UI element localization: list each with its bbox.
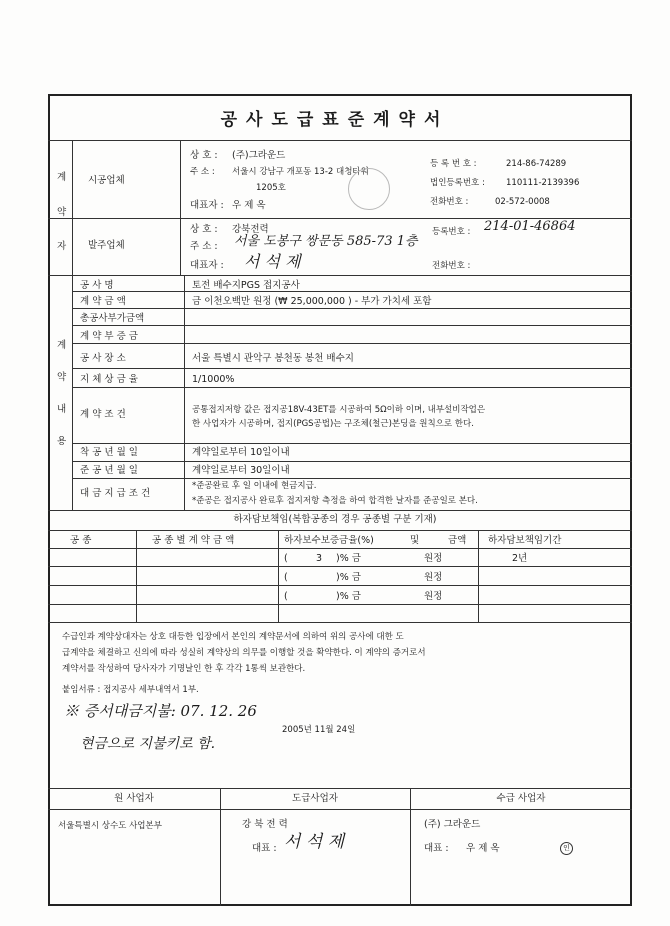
defect-col-money: 금액 [448,535,467,546]
handwritten-payment-date: ※ 증서대금지불: 07. 12. 26 [64,702,257,720]
row-value-conditions: 공통접지저항 값은 접지공18V-43ET를 시공하여 5Ω이하 이며, 내부설비작업은 [192,405,486,415]
sig-original-value: 서울특별시 상수도 사업본부 [58,821,162,831]
defect-line1-close: )% 금 [336,553,361,564]
row-label-payment: 대 금 지 급 조 건 [80,488,151,499]
defect-line1-rate: 3 [316,553,323,564]
client-rep-label: 대표자 : [190,260,224,271]
client-address: 서울 도봉구 쌍문동 585-73 1층 [234,234,418,249]
contractor-phone-label: 전화번호 : [430,197,469,207]
attachment-note: 붙임서류 : 접지공사 세부내역서 1부. [62,685,199,695]
contract-date: 2005년 11월 24일 [282,725,356,735]
defect-line1-unit: 원정 [424,553,443,564]
client-address-label: 주 소 : [190,241,218,252]
row-label-penalty: 지 체 상 금 율 [80,374,138,385]
row-label-amount: 계 약 금 액 [80,296,126,307]
client-rep: 서 석 제 [244,252,301,271]
sig-subcontractor-name: (주) 그라운드 [424,819,481,830]
defect-section-header: 하자담보책임(복합공종의 경우 공종별 구분 기재) [233,514,437,525]
sig-col-contractor-header: 도급사업자 [292,793,338,804]
company-seal-stamp [348,168,390,210]
statement-line-2: 급계약을 체결하고 신의에 따라 성실히 계약상의 의무를 이행할 것을 확약한다. 이 계약의 증거로서 [62,648,426,658]
contractor-rep: 우 제 옥 [232,200,266,211]
contractor-reg-label: 등 록 번 호 : [430,159,477,169]
document-title: 공사도급표준계약서 [220,110,450,130]
contractor-address-label: 주 소 : [190,167,215,177]
row-value-payment-2: *준공은 접지공사 완료후 접지저항 측정을 하여 합격한 날자를 준공일로 본다. [192,496,478,506]
contractor-address: 서울시 강남구 개포동 13-2 대청타워 [232,167,369,177]
statement-line-3: 계약서를 작성하여 당사자가 기명날인 한 후 각각 1통씩 보관한다. [62,664,306,674]
party-side-char-1: 계 [57,172,67,183]
sig-contractor-name: 강 북 전 력 [242,819,288,830]
contractor-reg: 214-86-74289 [506,159,567,169]
row-label-deposit: 계 약 부 증 금 [80,331,138,342]
sig-contractor-signature: 서 석 제 [284,832,345,852]
contractor-rep-label: 대표자 : [190,200,224,211]
contractor-name-label: 상 호 : [190,150,218,161]
row-label-end: 준 공 년 월 일 [80,465,138,476]
row-value-conditions-2: 한 사업자가 시공하며, 접지(PGS공법)는 구조체(철근)본딩을 원칙으로 한다. [192,419,474,429]
defect-col-period: 하자담보책임기간 [488,535,562,546]
client-reg: 214-01-46864 [484,219,576,234]
details-side-char-2: 약 [57,372,67,383]
defect-line3-close: )% 금 [336,591,361,602]
row-label-location: 공 사 장 소 [80,353,126,364]
sig-subcontractor-rep: 우 제 옥 [466,843,500,854]
row-value-payment: *준공완료 후 일 이내에 현금지급. [192,481,317,491]
contractor-name: (주)그라운드 [232,150,286,161]
defect-col-rate: 하자보수보증금율(%) [284,535,374,546]
details-side-char-4: 용 [57,436,67,447]
client-reg-label: 등록번호 : [432,227,471,237]
row-label-work-name: 공 사 명 [80,280,114,291]
defect-col-work: 공 종 [70,535,92,546]
defect-line1-open: ( [284,553,288,564]
defect-line3-unit: 원정 [424,591,443,602]
row-label-total: 총공사부가금액 [80,313,145,324]
party-side-char-3: 자 [57,241,67,252]
row-value-start: 계약일로부터 10일이내 [192,447,290,458]
row-value-end: 계약일로부터 30일이내 [192,465,290,476]
contractor-address-2: 1205호 [256,183,286,193]
sig-col-original-header: 원 사업자 [114,793,154,804]
defect-line2-close: )% 금 [336,572,361,583]
party-side-char-2: 약 [57,207,67,218]
row-value-amount: 금 이천오백만 원정 (₩ 25,000,000 ) - 부가 가치세 포함 [192,296,432,307]
sig-col-subcontractor-header: 수급 사업자 [496,793,546,804]
client-name-label: 상 호 : [190,224,218,235]
statement-line-1: 수급인과 계약상대자는 상호 대등한 입장에서 본인의 계약문서에 의하여 위의 공사에 대한 도 [62,632,404,642]
row-value-location: 서울 특별시 관악구 봉천동 봉천 배수지 [192,353,354,364]
defect-col-amount: 공 종 별 계 약 금 액 [152,535,235,546]
defect-line1-period: 2년 [512,553,528,564]
defect-line2-open: ( [284,572,288,583]
details-side-char-3: 내 [57,404,67,415]
client-name: 강북전력 [232,224,269,235]
row-value-work-name: 토전 배수지PGS 접지공사 [192,280,300,291]
sig-subcontractor-rep-label: 대표 : [424,843,449,854]
row-label-conditions: 계 약 조 건 [80,409,126,420]
defect-line2-unit: 원정 [424,572,443,583]
handwritten-cash-note: 현금으로 지불키로 함. [80,736,216,752]
contractor-corp: 110111-2139396 [506,178,580,188]
details-side-char-1: 계 [57,340,67,351]
defect-line3-open: ( [284,591,288,602]
seal-circle-icon: 인 [560,842,573,855]
client-label: 발주업체 [88,240,125,251]
defect-col-and: 및 [410,535,420,546]
client-phone-label: 전화번호 : [432,261,471,271]
contractor-label: 시공업체 [88,175,125,186]
row-value-penalty: 1/1000% [192,374,235,385]
contractor-corp-label: 법인등록번호 : [430,178,485,188]
row-label-start: 착 공 년 월 일 [80,447,138,458]
contractor-phone: 02-572-0008 [495,197,550,207]
sig-contractor-rep-label: 대표 : [252,843,277,854]
